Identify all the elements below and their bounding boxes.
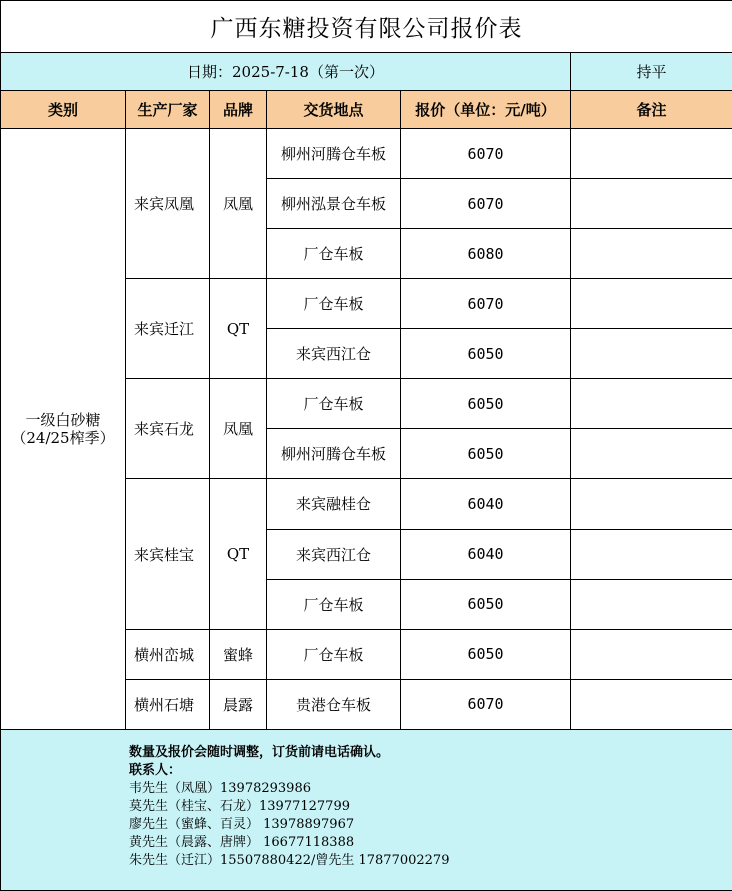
price-cell: 6070 — [401, 129, 571, 179]
location-cell: 厂仓车板 — [267, 229, 401, 279]
price-cell: 6040 — [401, 529, 571, 579]
price-cell: 6050 — [401, 579, 571, 629]
factory-cell: 横州石塘 — [126, 679, 210, 729]
brand-cell: 凤凰 — [210, 129, 267, 279]
header-category: 类别 — [1, 91, 126, 129]
brand-cell: QT — [210, 279, 267, 379]
note-cell — [571, 629, 732, 679]
note-cell — [571, 229, 732, 279]
contact-line: 韦先生（凤凰）13978293986 — [129, 780, 311, 796]
footer-notes — [1, 729, 732, 890]
price-cell: 6080 — [401, 229, 571, 279]
note-cell — [571, 279, 732, 329]
location-cell: 贵港仓车板 — [267, 679, 401, 729]
category-season: （24/25榨季） — [11, 428, 115, 447]
note-cell — [571, 429, 732, 479]
footer-notice: 数量及报价会随时调整，订货前请电话确认。 — [129, 744, 390, 760]
note-cell — [571, 579, 732, 629]
note-cell — [571, 679, 732, 729]
note-cell — [571, 479, 732, 529]
brand-cell: QT — [210, 479, 267, 629]
price-cell: 6070 — [401, 679, 571, 729]
location-cell: 来宾西江仓 — [267, 329, 401, 379]
price-cell: 6050 — [401, 429, 571, 479]
footer-contacts-label: 联系人： — [129, 762, 182, 778]
brand-cell: 蜜蜂 — [210, 629, 267, 679]
location-cell: 厂仓车板 — [267, 629, 401, 679]
sheet-title: 广西东糖投资有限公司报价表 — [1, 1, 732, 53]
contact-line: 莫先生（桂宝、石龙）13977127799 — [129, 798, 350, 814]
note-cell — [571, 379, 732, 429]
note-cell — [571, 179, 732, 229]
location-cell: 厂仓车板 — [267, 379, 401, 429]
header-price: 报价（单位：元/吨） — [401, 91, 571, 129]
brand-cell: 晨露 — [210, 679, 267, 729]
price-cell: 6050 — [401, 329, 571, 379]
price-cell: 6050 — [401, 379, 571, 429]
header-location: 交货地点 — [267, 91, 401, 129]
location-cell: 来宾融桂仓 — [267, 479, 401, 529]
category-cell — [1, 129, 126, 730]
price-cell: 6070 — [401, 179, 571, 229]
location-cell: 厂仓车板 — [267, 279, 401, 329]
location-cell: 柳州河腾仓车板 — [267, 429, 401, 479]
location-cell: 来宾西江仓 — [267, 529, 401, 579]
header-note: 备注 — [571, 91, 732, 129]
brand-cell: 凤凰 — [210, 379, 267, 479]
date-label: 日期：2025-7-18（第一次） — [1, 53, 571, 91]
factory-cell: 来宾桂宝 — [126, 479, 210, 629]
note-cell — [571, 129, 732, 179]
category-name: 一级白砂糖 — [25, 410, 101, 429]
factory-cell: 来宾石龙 — [126, 379, 210, 479]
location-cell: 柳州河腾仓车板 — [267, 129, 401, 179]
table-row — [1, 129, 732, 179]
location-cell: 柳州泓景仓车板 — [267, 179, 401, 229]
factory-cell: 横州峦城 — [126, 629, 210, 679]
header-brand: 品牌 — [210, 91, 267, 129]
factory-cell: 来宾凤凰 — [126, 129, 210, 279]
header-factory: 生产厂家 — [126, 91, 210, 129]
price-cell: 6070 — [401, 279, 571, 329]
price-cell: 6050 — [401, 629, 571, 679]
factory-cell: 来宾迁江 — [126, 279, 210, 379]
location-cell: 厂仓车板 — [267, 579, 401, 629]
price-trend: 持平 — [571, 53, 732, 91]
note-cell — [571, 329, 732, 379]
note-cell — [571, 529, 732, 579]
contact-line: 黄先生（晨露、唐牌） 16677118388 — [129, 834, 355, 850]
contact-line: 廖先生（蜜蜂、百灵） 13978897967 — [129, 816, 355, 832]
price-cell: 6040 — [401, 479, 571, 529]
contact-line: 朱先生（迁江）15507880422/曾先生 17877002279 — [129, 852, 450, 868]
